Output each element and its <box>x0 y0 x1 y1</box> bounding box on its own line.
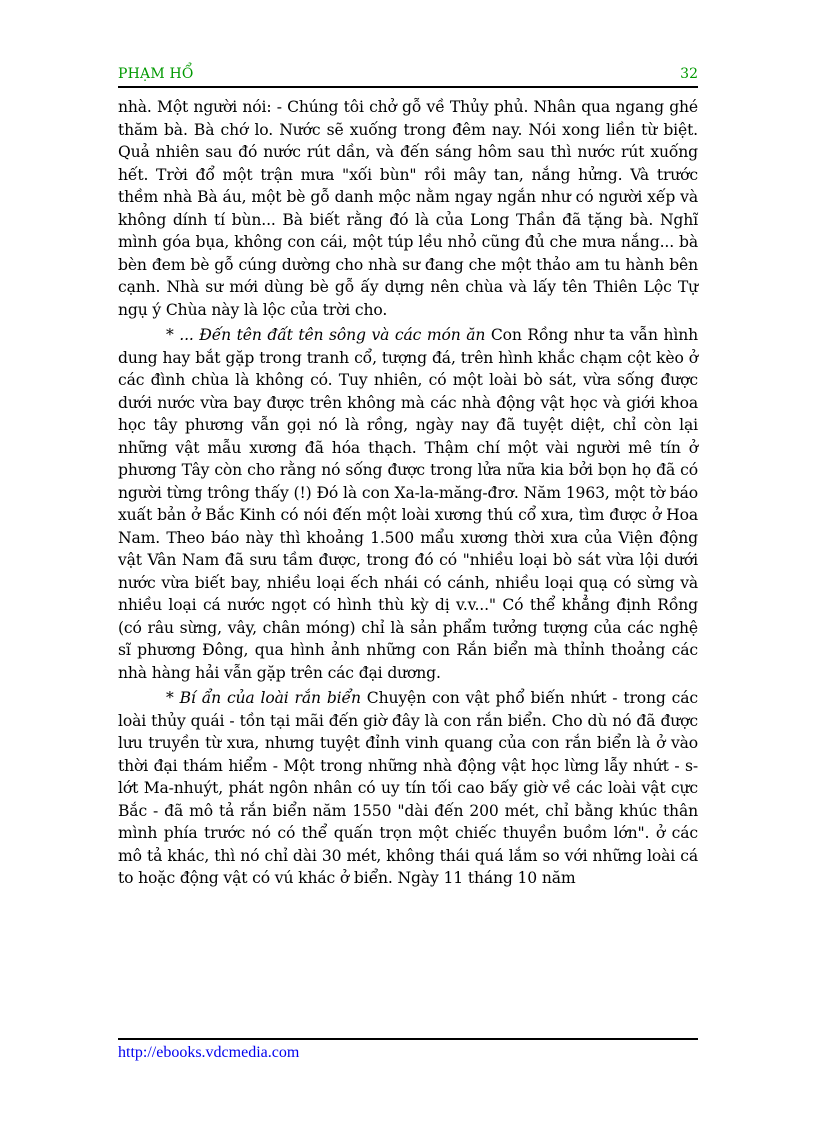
paragraph-1: nhà. Một người nói: - Chúng tôi chở gỗ về Thủy phủ. Nhân qua ngang ghé thăm bà. Bà chớ lo. Nước sẽ xuống trong đêm nay. Nói xong liền từ biệt. Quả nhiên sau đó nước rút dần, và đến sáng hôm sau thì nước rút xuống hết. Trời đổ một trận mưa "xối bùn" rồi mây tan, nắng hửng. Và trước thềm nhà Bà áu, một bè gỗ danh mộc nằm ngay ngắn như có người xếp và không dính tí bùn... Bà biết rằng đó là của Long Thần đã tặng bà. Nghĩ mình góa bụa, không con cái, một túp lều nhỏ cũng đủ che mưa nắng... bà bèn đem bè gỗ cúng dường cho nhà sư đang che một thảo am tu hành bên cạnh. Nhà sư mới dùng bè gỗ ấy dựng nên chùa và lấy tên Thiên Lộc Tự ngụ ý Chùa này là lộc của trời cho. <box>118 98 698 319</box>
page-header <box>118 60 698 88</box>
paragraph-3 <box>118 687 698 890</box>
paragraph-3-heading: * Bí ẩn của loài rắn biển <box>166 689 361 707</box>
paragraph-2-text: Con Rồng như ta vẫn hình dung hay bắt gặp trong tranh cổ, tượng đá, trên hình khắc chạm cột kèo ở các đình chùa là không có. Tuy nhiên, có một loài bò sát, vừa sống được dưới nước vừa bay được trên không mà các nhà động vật học và giới khoa học tây phương vẫn gọi nó là rồng, ngày nay đã tuyệt diệt, chỉ còn lại những vật mẫu xương đã hóa thạch. Thậm chí một vài người mê tín ở phương Tây còn cho rằng nó sống được trong lửa nữa kia bởi bọn họ đã có người từng trông thấy (!) Đó là con Xa-la-măng-đrơ. Năm 1963, một tờ báo xuất bản ở Bắc Kinh có nói đến một loài xương thú cổ xưa, tìm được ở Hoa Nam. Theo báo này thì khoảng 1.500 mẩu xương thời xưa của Viện động vật Vân Nam đã sưu tầm được, trong đó có "nhiều loại bò sát vừa lội dưới nước vừa biết bay, nhiều loại ếch nhái có cánh, nhiều loại quạ có sừng và nhiều loại cá nước ngọt có hình thù kỳ dị v.v..." Có thể khẳng định Rồng (có râu sừng, vây, chân móng) chỉ là sản phẩm tưởng tượng của các nghệ sĩ phương Đông, qua hình ảnh những con Rắn biển mà thỉnh thoảng các nhà hàng hải vẫn gặp trên các đại dương. <box>118 326 698 682</box>
paragraph-2 <box>118 324 698 684</box>
body-text <box>118 96 698 890</box>
paragraph-2-heading: * ... Đến tên đất tên sông và các món ăn <box>166 326 486 344</box>
footer-divider <box>118 1038 698 1040</box>
author-name: PHẠM HỔ <box>118 66 194 82</box>
page-number: 32 <box>680 66 698 82</box>
footer-link[interactable]: http://ebooks.vdcmedia.com <box>118 1044 300 1061</box>
paragraph-3-text: Chuyện con vật phổ biến nhứt - trong các loài thủy quái - tồn tại mãi đến giờ đây là con rắn biển. Cho dù nó đã được lưu truyền từ xưa, nhưng tuyệt đỉnh vinh quang của con rắn biển là ở vào thời đại thám hiểm - Một trong những nhà động vật học lừng lẫy nhứt - s-lớt Ma-nhuýt, phát ngôn nhân có uy tín tối cao bấy giờ về các loài vật cực Bắc - đã mô tả rắn biển năm 1550 "dài đến 200 mét, chỉ bằng khúc thân mình phía trước nó có thể quấn trọn một chiếc thuyền buồm lớn". ở các mô tả khác, thì nó chỉ dài 30 mét, không thái quá lắm so với những loài cá to hoặc động vật có vú khác ở biển. Ngày 11 tháng 10 năm <box>118 689 698 887</box>
